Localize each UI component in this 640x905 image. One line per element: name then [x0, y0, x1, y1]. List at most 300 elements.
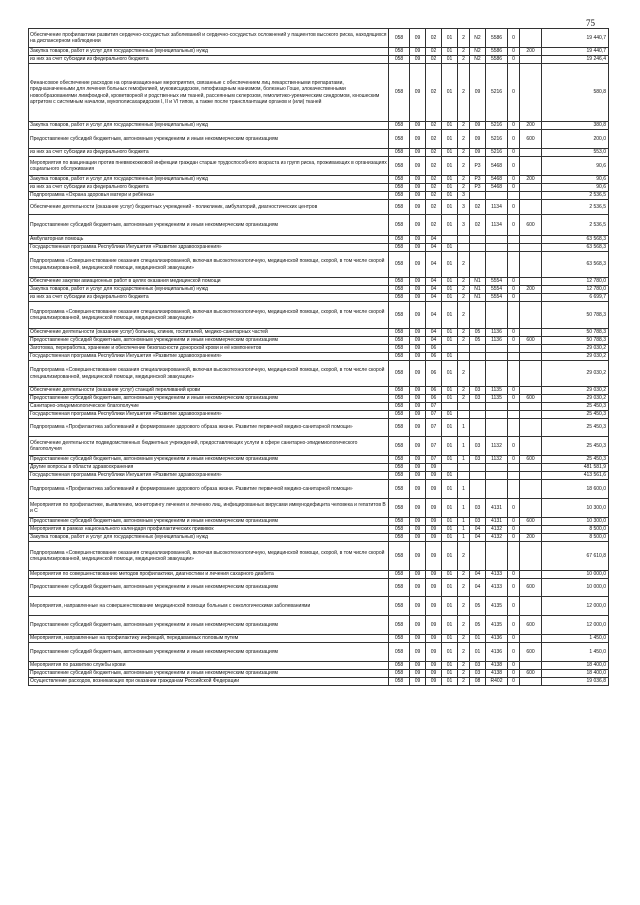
subprogram-code: 2 — [458, 122, 470, 130]
event-code — [470, 236, 486, 244]
extra-code: 0 — [508, 387, 520, 395]
expense-type-code — [520, 353, 542, 361]
subsection-code: 09 — [426, 542, 442, 571]
section-code: 09 — [410, 670, 426, 678]
section-code: 09 — [410, 534, 426, 542]
program-code: 01 — [442, 472, 458, 480]
ministry-code: 058 — [389, 437, 410, 456]
subprogram-code: 2 — [458, 361, 470, 387]
program-code: 01 — [442, 361, 458, 387]
table-row — [29, 571, 609, 579]
program-code: 01 — [442, 387, 458, 395]
event-code: 02 — [470, 200, 486, 215]
subsection-code: 09 — [426, 571, 442, 579]
subprogram-code: 3 — [458, 200, 470, 215]
subprogram-code: 2 — [458, 337, 470, 345]
amount: 1 450,0 — [542, 635, 609, 643]
event-code — [470, 480, 486, 499]
event-code — [470, 403, 486, 411]
program-code — [442, 464, 458, 472]
row-name: Амбулаторная помощь — [29, 236, 389, 244]
table-row — [29, 122, 609, 130]
program-code: 01 — [442, 215, 458, 236]
section-code: 09 — [410, 345, 426, 353]
section-code: 09 — [410, 286, 426, 294]
row-name: Подпрограмма «Профилактика заболеваний и формирование здорового образа жизни. Развитие первичной медико-санитарной помощи» — [29, 419, 389, 437]
extra-code: 0 — [508, 329, 520, 337]
row-name: Предоставление субсидий бюджетным, автономным учреждениям и иным некоммерческим организациям — [29, 643, 389, 662]
ministry-code: 058 — [389, 472, 410, 480]
subprogram-code — [458, 236, 470, 244]
extra-code: 0 — [508, 526, 520, 534]
direction-code: 4136 — [486, 635, 508, 643]
subprogram-code: 2 — [458, 278, 470, 286]
amount: 481 581,9 — [542, 464, 609, 472]
event-code: 05 — [470, 329, 486, 337]
row-name: из них за счет субсидии из федерального бюджета — [29, 149, 389, 157]
expense-type-code — [520, 403, 542, 411]
subprogram-code: 2 — [458, 157, 470, 176]
direction-code — [486, 419, 508, 437]
ministry-code: 058 — [389, 411, 410, 419]
expense-type-code — [520, 526, 542, 534]
row-name: из них за счет субсидии из федерального бюджета — [29, 184, 389, 192]
extra-code: 0 — [508, 64, 520, 122]
direction-code: 4131 — [486, 518, 508, 526]
subsection-code: 02 — [426, 149, 442, 157]
row-name: Предоставление субсидий бюджетным, автономным учреждениям и иным некоммерческим организациям — [29, 518, 389, 526]
subprogram-code — [458, 464, 470, 472]
extra-code — [508, 542, 520, 571]
table-row — [29, 252, 609, 278]
subprogram-code: 3 — [458, 215, 470, 236]
expense-type-code: 600 — [520, 579, 542, 597]
row-name: из них за счет субсидии из федерального бюджета — [29, 56, 389, 64]
event-code — [470, 345, 486, 353]
row-name: Закупка товаров, работ и услуг для государственных (муниципальных) нужд — [29, 48, 389, 56]
expense-type-code — [520, 635, 542, 643]
row-name: Государственная программа Республики Ингушетия «Развитие здравоохранения» — [29, 411, 389, 419]
ministry-code: 058 — [389, 597, 410, 616]
ministry-code: 058 — [389, 464, 410, 472]
section-code: 09 — [410, 437, 426, 456]
event-code — [470, 361, 486, 387]
ministry-code: 058 — [389, 419, 410, 437]
direction-code: 1134 — [486, 215, 508, 236]
table-row — [29, 419, 609, 437]
amount: 2 536,5 — [542, 200, 609, 215]
expense-type-code — [520, 464, 542, 472]
amount: 25 450,3 — [542, 437, 609, 456]
amount: 50 788,3 — [542, 302, 609, 329]
amount: 90,6 — [542, 176, 609, 184]
section-code: 09 — [410, 337, 426, 345]
section-code: 09 — [410, 387, 426, 395]
extra-code — [508, 472, 520, 480]
event-code: N1 — [470, 278, 486, 286]
expense-type-code: 200 — [520, 122, 542, 130]
table-row — [29, 662, 609, 670]
ministry-code: 058 — [389, 184, 410, 192]
row-name: Предоставление субсидий бюджетным, автономным учреждениям и иным некоммерческим организациям — [29, 456, 389, 464]
direction-code: 5216 — [486, 149, 508, 157]
amount: 19 036,8 — [542, 678, 609, 686]
amount: 19 440,7 — [542, 48, 609, 56]
table-row — [29, 534, 609, 542]
expense-type-code — [520, 419, 542, 437]
direction-code — [486, 472, 508, 480]
section-code: 09 — [410, 302, 426, 329]
amount: 29 030,2 — [542, 395, 609, 403]
section-code: 09 — [410, 215, 426, 236]
extra-code: 0 — [508, 337, 520, 345]
subprogram-code: 2 — [458, 643, 470, 662]
subsection-code: 09 — [426, 526, 442, 534]
budget-table — [28, 28, 609, 686]
table-row — [29, 302, 609, 329]
program-code: 01 — [442, 157, 458, 176]
row-name: Предоставление субсидий бюджетным, автономным учреждениям и иным некоммерческим организациям — [29, 579, 389, 597]
subsection-code: 04 — [426, 329, 442, 337]
subprogram-code: 2 — [458, 579, 470, 597]
extra-code: 0 — [508, 678, 520, 686]
amount: 200,0 — [542, 130, 609, 149]
table-row — [29, 215, 609, 236]
extra-code: 0 — [508, 643, 520, 662]
row-name: Подпрограмма «Профилактика заболеваний и формирование здорового образа жизни. Развитие первичной медико-санитарной помощи» — [29, 480, 389, 499]
amount: 12 000,0 — [542, 616, 609, 635]
table-row — [29, 29, 609, 48]
expense-type-code — [520, 437, 542, 456]
extra-code: 0 — [508, 635, 520, 643]
extra-code: 0 — [508, 176, 520, 184]
subsection-code: 09 — [426, 499, 442, 518]
subsection-code: 09 — [426, 635, 442, 643]
subsection-code: 09 — [426, 480, 442, 499]
ministry-code: 058 — [389, 278, 410, 286]
section-code: 09 — [410, 597, 426, 616]
amount: 25 450,3 — [542, 456, 609, 464]
table-row — [29, 176, 609, 184]
subsection-code: 02 — [426, 192, 442, 200]
section-code: 09 — [410, 149, 426, 157]
extra-code — [508, 480, 520, 499]
ministry-code: 058 — [389, 616, 410, 635]
ministry-code: 058 — [389, 579, 410, 597]
expense-type-code: 600 — [520, 616, 542, 635]
row-name: Мероприятия, направленные на профилактику инфекций, передаваемых половым путем — [29, 635, 389, 643]
extra-code — [508, 419, 520, 437]
subprogram-code: 2 — [458, 329, 470, 337]
extra-code: 0 — [508, 616, 520, 635]
direction-code: 5554 — [486, 286, 508, 294]
subsection-code: 02 — [426, 176, 442, 184]
event-code: 08 — [470, 678, 486, 686]
ministry-code: 058 — [389, 387, 410, 395]
amount: 63 568,3 — [542, 236, 609, 244]
program-code: 01 — [442, 294, 458, 302]
expense-type-code — [520, 571, 542, 579]
amount: 19 246,4 — [542, 56, 609, 64]
program-code: 01 — [442, 56, 458, 64]
event-code: P3 — [470, 157, 486, 176]
row-name: Мероприятия по профилактике, выявлению, мониторингу лечения и лечению лиц, инфицированных вирусами иммунодефицита человека и гепатитов B и C — [29, 499, 389, 518]
section-code: 09 — [410, 361, 426, 387]
subprogram-code: 2 — [458, 130, 470, 149]
direction-code: 4136 — [486, 643, 508, 662]
table-row — [29, 361, 609, 387]
program-code: 01 — [442, 29, 458, 48]
program-code: 01 — [442, 286, 458, 294]
subprogram-code: 2 — [458, 662, 470, 670]
extra-code: 0 — [508, 395, 520, 403]
section-code: 09 — [410, 176, 426, 184]
subsection-code: 09 — [426, 579, 442, 597]
program-code: 01 — [442, 579, 458, 597]
expense-type-code — [520, 29, 542, 48]
subprogram-code: 2 — [458, 56, 470, 64]
expense-type-code — [520, 278, 542, 286]
extra-code — [508, 252, 520, 278]
extra-code: 0 — [508, 662, 520, 670]
section-code: 09 — [410, 200, 426, 215]
subsection-code: 06 — [426, 353, 442, 361]
amount: 29 030,2 — [542, 361, 609, 387]
event-code — [470, 244, 486, 252]
subsection-code: 07 — [426, 403, 442, 411]
program-code: 01 — [442, 302, 458, 329]
extra-code: 0 — [508, 278, 520, 286]
direction-code: 4135 — [486, 616, 508, 635]
amount: 413 561,6 — [542, 472, 609, 480]
ministry-code: 058 — [389, 499, 410, 518]
row-name: Закупка товаров, работ и услуг для государственных (муниципальных) нужд — [29, 534, 389, 542]
table-row — [29, 678, 609, 686]
expense-type-code — [520, 499, 542, 518]
subprogram-code: 2 — [458, 597, 470, 616]
subsection-code: 09 — [426, 534, 442, 542]
extra-code: 0 — [508, 294, 520, 302]
subsection-code: 07 — [426, 411, 442, 419]
direction-code: 1135 — [486, 395, 508, 403]
expense-type-code — [520, 56, 542, 64]
amount: 67 610,8 — [542, 542, 609, 571]
row-name: Обеспечение профилактики развития сердечно-сосудистых заболеваний и сердечно-сосудистых осложнений у пациентов высокого риска, находящихся на диспансерном наблюдении — [29, 29, 389, 48]
amount: 90,6 — [542, 157, 609, 176]
event-code — [470, 302, 486, 329]
table-row — [29, 518, 609, 526]
program-code: 01 — [442, 571, 458, 579]
subprogram-code: 2 — [458, 635, 470, 643]
table-row — [29, 236, 609, 244]
table-row — [29, 200, 609, 215]
expense-type-code — [520, 236, 542, 244]
expense-type-code — [520, 302, 542, 329]
table-row — [29, 526, 609, 534]
subsection-code: 09 — [426, 472, 442, 480]
program-code: 01 — [442, 499, 458, 518]
direction-code: 4133 — [486, 579, 508, 597]
ministry-code: 058 — [389, 518, 410, 526]
ministry-code: 058 — [389, 29, 410, 48]
expense-type-code — [520, 361, 542, 387]
table-row — [29, 411, 609, 419]
ministry-code: 058 — [389, 542, 410, 571]
ministry-code: 058 — [389, 157, 410, 176]
expense-type-code — [520, 64, 542, 122]
program-code: 01 — [442, 526, 458, 534]
extra-code: 0 — [508, 200, 520, 215]
ministry-code: 058 — [389, 149, 410, 157]
subprogram-code: 2 — [458, 670, 470, 678]
direction-code — [486, 345, 508, 353]
extra-code: 0 — [508, 534, 520, 542]
direction-code: 5216 — [486, 130, 508, 149]
section-code: 09 — [410, 419, 426, 437]
ministry-code: 058 — [389, 48, 410, 56]
ministry-code: 058 — [389, 176, 410, 184]
table-row — [29, 337, 609, 345]
subsection-code: 02 — [426, 64, 442, 122]
extra-code: 0 — [508, 215, 520, 236]
table-row — [29, 345, 609, 353]
subsection-code: 07 — [426, 419, 442, 437]
direction-code — [486, 542, 508, 571]
subsection-code: 04 — [426, 244, 442, 252]
program-code: 01 — [442, 149, 458, 157]
expense-type-code: 600 — [520, 215, 542, 236]
amount: 19 440,7 — [542, 29, 609, 48]
subsection-code: 02 — [426, 215, 442, 236]
table-row — [29, 395, 609, 403]
table-row — [29, 192, 609, 200]
section-code: 09 — [410, 542, 426, 571]
subprogram-code: 2 — [458, 302, 470, 329]
subsection-code: 09 — [426, 643, 442, 662]
event-code: 04 — [470, 579, 486, 597]
section-code: 09 — [410, 678, 426, 686]
expense-type-code — [520, 662, 542, 670]
direction-code: 5586 — [486, 56, 508, 64]
table-row — [29, 499, 609, 518]
direction-code — [486, 411, 508, 419]
ministry-code: 058 — [389, 635, 410, 643]
event-code: 03 — [470, 670, 486, 678]
program-code — [442, 236, 458, 244]
event-code: 03 — [470, 387, 486, 395]
amount: 29 030,2 — [542, 387, 609, 395]
row-name: Подпрограмма «Совершенствование оказания специализированной, включая высокотехнологичную, медицинской помощи, скорой, в том числе скорой специализированной, медицинской помощи, медицинской эвакуации» — [29, 361, 389, 387]
table-row — [29, 329, 609, 337]
program-code: 01 — [442, 64, 458, 122]
subprogram-code: 1 — [458, 480, 470, 499]
subsection-code: 09 — [426, 678, 442, 686]
ministry-code: 058 — [389, 456, 410, 464]
table-row — [29, 635, 609, 643]
extra-code — [508, 361, 520, 387]
section-code: 09 — [410, 64, 426, 122]
table-row — [29, 403, 609, 411]
section-code: 09 — [410, 278, 426, 286]
expense-type-code — [520, 472, 542, 480]
subsection-code: 02 — [426, 56, 442, 64]
ministry-code: 058 — [389, 122, 410, 130]
table-row — [29, 130, 609, 149]
amount: 50 788,3 — [542, 337, 609, 345]
subsection-code: 04 — [426, 302, 442, 329]
program-code — [442, 403, 458, 411]
subprogram-code — [458, 411, 470, 419]
row-name: Предоставление субсидий бюджетным, автономным учреждениям и иным некоммерческим организациям — [29, 670, 389, 678]
expense-type-code — [520, 387, 542, 395]
event-code: 04 — [470, 571, 486, 579]
row-name: Подпрограмма «Совершенствование оказания специализированной, включая высокотехнологичную, медицинской помощи, скорой, в том числе скорой специализированной, медицинской помощи, медицинской эвакуации» — [29, 252, 389, 278]
subsection-code: 07 — [426, 437, 442, 456]
direction-code: 1136 — [486, 329, 508, 337]
table-row — [29, 643, 609, 662]
event-code: 04 — [470, 534, 486, 542]
expense-type-code — [520, 157, 542, 176]
row-name: Подпрограмма «Охрана здоровья матери и ребёнка» — [29, 192, 389, 200]
event-code: 04 — [470, 526, 486, 534]
ministry-code: 058 — [389, 302, 410, 329]
direction-code: 1134 — [486, 200, 508, 215]
extra-code: 0 — [508, 571, 520, 579]
program-code: 01 — [442, 337, 458, 345]
event-code — [470, 419, 486, 437]
direction-code — [486, 302, 508, 329]
extra-code — [508, 192, 520, 200]
program-code: 01 — [442, 419, 458, 437]
amount: 1 450,0 — [542, 643, 609, 662]
program-code: 01 — [442, 395, 458, 403]
subsection-code: 06 — [426, 345, 442, 353]
table-row — [29, 670, 609, 678]
section-code: 09 — [410, 192, 426, 200]
extra-code — [508, 403, 520, 411]
subsection-code: 02 — [426, 130, 442, 149]
row-name: Закупка товаров, работ и услуг для государственных (муниципальных) нужд — [29, 122, 389, 130]
event-code: P3 — [470, 184, 486, 192]
subprogram-code: 1 — [458, 518, 470, 526]
event-code — [470, 472, 486, 480]
subsection-code: 04 — [426, 337, 442, 345]
section-code: 09 — [410, 456, 426, 464]
section-code: 09 — [410, 184, 426, 192]
direction-code: 5586 — [486, 29, 508, 48]
section-code: 09 — [410, 518, 426, 526]
ministry-code: 058 — [389, 345, 410, 353]
row-name: Обеспечение деятельности (оказание услуг) станций переливаний крови — [29, 387, 389, 395]
event-code — [470, 252, 486, 278]
section-code: 09 — [410, 56, 426, 64]
event-code: N1 — [470, 294, 486, 302]
extra-code — [508, 464, 520, 472]
expense-type-code: 200 — [520, 176, 542, 184]
direction-code: R402 — [486, 678, 508, 686]
direction-code — [486, 192, 508, 200]
table-row — [29, 64, 609, 122]
expense-type-code — [520, 329, 542, 337]
ministry-code: 058 — [389, 329, 410, 337]
row-name: Другие вопросы в области здравоохранения — [29, 464, 389, 472]
ministry-code: 058 — [389, 130, 410, 149]
table-row — [29, 56, 609, 64]
direction-code: 1132 — [486, 456, 508, 464]
amount: 18 400,0 — [542, 662, 609, 670]
subprogram-code — [458, 345, 470, 353]
direction-code: 5468 — [486, 157, 508, 176]
